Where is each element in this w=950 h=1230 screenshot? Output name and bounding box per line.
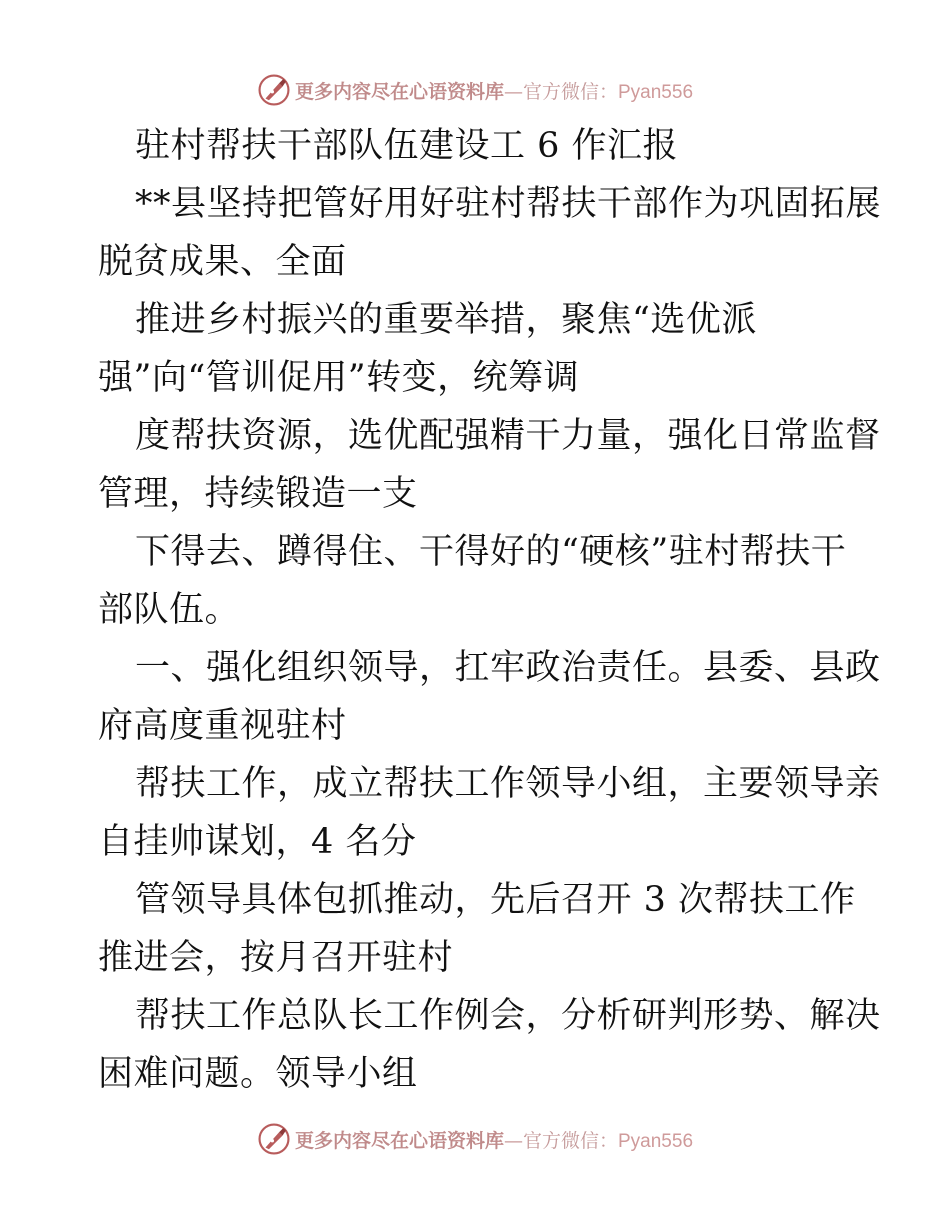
- header-wechat-label: 官方微信：: [522, 80, 618, 103]
- paragraph-line: 帮扶工作总队长工作例会，分析研判形势、解决: [135, 996, 881, 1036]
- paragraph-line: 管领导具体包抓推动，先后召开 3 次帮扶工作: [135, 880, 856, 920]
- footer-watermark-banner: [0, 1119, 950, 1159]
- header-dash: —: [503, 80, 523, 103]
- paragraph-line: 脱贫成果、全面: [98, 242, 347, 282]
- footer-wechat-label: 官方微信：: [522, 1129, 618, 1152]
- paragraph-line: 强”向“管训促用”转变，统筹调: [98, 358, 580, 398]
- paragraph-line: 下得去、蹲得住、干得好的“硬核”驻村帮扶干: [135, 532, 847, 572]
- footer-banner-text: [295, 1126, 693, 1153]
- header-banner-text: [295, 77, 693, 104]
- header-brand: 更多内容尽在心语资料库: [294, 80, 504, 103]
- header-watermark-banner: [0, 70, 950, 110]
- paragraph-line: 一、强化组织领导，扛牢政治责任。县委、县政: [135, 648, 881, 688]
- paragraph-line: 度帮扶资源，选优配强精干力量，强化日常监督: [135, 416, 881, 456]
- paragraph-line: 管理，持续锻造一支: [98, 474, 418, 514]
- paragraph-line: 困难问题。领导小组: [98, 1054, 418, 1094]
- paragraph-line: 自挂帅谋划，4 名分: [98, 822, 417, 862]
- pen-nib-logo-icon: [257, 1122, 291, 1156]
- paragraph-line: 推进乡村振兴的重要举措，聚焦“选优派: [135, 300, 757, 340]
- paragraph-line: 推进会，按月召开驻村: [98, 938, 454, 978]
- footer-dash: —: [503, 1129, 523, 1152]
- header-wechat-id: Pyan556: [618, 81, 694, 103]
- paragraph-line: 帮扶工作，成立帮扶工作领导小组，主要领导亲: [135, 764, 881, 804]
- paragraph-line: **县坚持把管好用好驻村帮扶干部作为巩固拓展: [135, 184, 882, 224]
- footer-wechat-id: Pyan556: [618, 1130, 694, 1152]
- footer-brand: 更多内容尽在心语资料库: [294, 1129, 504, 1152]
- paragraph-line: 府高度重视驻村: [98, 706, 347, 746]
- document-title: 驻村帮扶干部队伍建设工 6 作汇报: [135, 126, 679, 166]
- paragraph-line: 部队伍。: [98, 590, 241, 630]
- pen-nib-logo-icon: [257, 73, 291, 107]
